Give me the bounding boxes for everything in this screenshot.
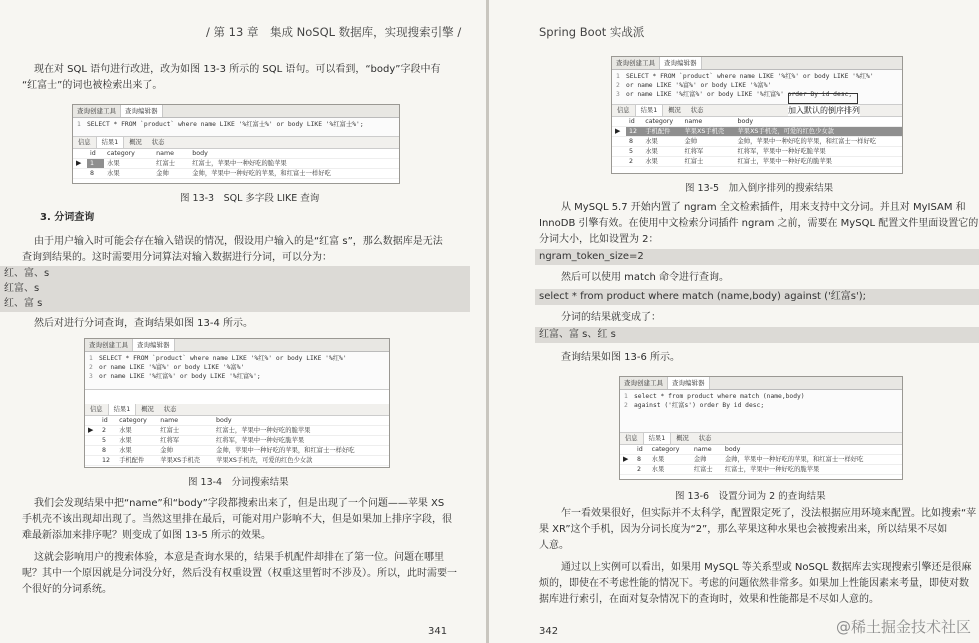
table-row[interactable] <box>612 147 902 157</box>
paragraph-line: 由于用户输入时可能会存在输入错误的情况，假设用户输入的是“红富 s”，那么数据库是无法 <box>34 236 443 247</box>
column-header: name <box>691 445 722 455</box>
table-row[interactable] <box>612 127 902 137</box>
figure-13-4-screenshot <box>84 338 390 468</box>
tab-query-editor[interactable]: 查询编辑器 <box>668 377 710 389</box>
figure-13-5-screenshot <box>611 56 903 174</box>
table-header-row <box>620 445 902 455</box>
sql-line: or name LIKE '%富%' or body LIKE '%富%' <box>99 364 245 371</box>
column-header: body <box>213 416 389 426</box>
table-cell[interactable]: 红富士，苹果中一种好吃的脆苹果 <box>722 465 902 475</box>
left-page <box>0 0 486 643</box>
table-cell[interactable]: 水果 <box>642 137 681 147</box>
sql-editor[interactable]: 1 select * from product where match (name,body) 2 against ('红富s') order By id desc; <box>620 390 902 433</box>
code-line: 红富、s <box>4 283 40 294</box>
row-pointer-icon: ▶ <box>73 159 87 169</box>
table-row[interactable] <box>73 159 399 169</box>
column-header: category <box>116 416 157 426</box>
row-pointer-icon: ▶ <box>620 455 634 465</box>
table-row[interactable] <box>85 446 389 456</box>
table-cell[interactable]: 2 <box>634 465 649 475</box>
table-header-row <box>73 149 399 159</box>
table-cell[interactable]: 12 <box>626 127 642 137</box>
result-tab-profile[interactable]: 概况 <box>668 107 681 114</box>
result-table <box>620 445 902 475</box>
code-line: 红、富 s <box>4 298 43 309</box>
paragraph-line: 难最新添加来排序呢？则变成了如图 13-5 所示的效果。 <box>22 530 272 541</box>
table-cell[interactable]: 水果 <box>649 455 691 465</box>
page-number: 341 <box>428 626 448 637</box>
table-cell[interactable]: 8 <box>626 137 642 147</box>
result-tab-info[interactable]: 信息 <box>90 406 103 413</box>
table-cell[interactable]: 2 <box>626 157 642 167</box>
paragraph-line: 乍一看效果很好，但实际并不太科学，配置限定死了，没法根据应用环境来配置。比如搜索“苹 <box>561 508 977 519</box>
table-cell[interactable]: 金帅，苹果中一种好吃的苹果，和红富士一样好吃 <box>722 455 902 465</box>
table-cell[interactable]: 红富士 <box>153 159 189 169</box>
table-cell[interactable]: 水果 <box>116 446 157 456</box>
table-cell[interactable]: 金帅 <box>153 169 189 179</box>
table-cell[interactable]: 金帅，苹果中一种好吃的苹果，和红富士一样好吃 <box>189 169 399 179</box>
table-cell[interactable]: 水果 <box>642 157 681 167</box>
figure-13-3-screenshot <box>72 104 400 184</box>
column-header: body <box>189 149 399 159</box>
sql-line: SELECT * FROM `product` where name LIKE '%红%' or body LIKE '%红%' <box>626 73 874 80</box>
highlight-box <box>788 93 858 104</box>
table-cell[interactable]: 1 <box>87 159 104 169</box>
column-header: id <box>87 149 104 159</box>
section-title: 3. 分词查询 <box>40 212 95 223</box>
page-number: 342 <box>539 626 559 637</box>
table-cell[interactable]: 12 <box>99 456 116 466</box>
table-cell[interactable]: 红将军 <box>681 147 734 157</box>
sql-editor[interactable]: 1 SELECT * FROM `product` where name LIKE '%红%' or body LIKE '%红%' 2 or name LIKE '%富%' or body LIKE '%富%' 3 or name LIKE '%红富%' or body LIKE '%红富%'; <box>85 352 389 390</box>
book-header: Spring Boot 实战派 <box>539 25 645 39</box>
table-row[interactable] <box>73 169 399 179</box>
table-cell[interactable]: 红富士 <box>691 465 722 475</box>
column-header: id <box>626 117 642 127</box>
table-cell[interactable]: 水果 <box>116 436 157 446</box>
sql-line: SELECT * FROM `product` where name LIKE '%红%' or body LIKE '%红%' <box>99 355 347 362</box>
sql-line: or name LIKE '%红富%' or body LIKE '%红富%'; <box>99 373 261 380</box>
paragraph-line: 分词大小，比如设置为 2： <box>539 234 659 245</box>
right-page <box>489 0 979 643</box>
table-cell[interactable]: 手机配件 <box>642 127 681 137</box>
table-cell[interactable]: 红将军，苹果中一种好吃脆苹果 <box>735 147 903 157</box>
paragraph-line: 据库进行索引，在面对复杂情况下的查询时，效果和性能都是不尽如人意的。 <box>539 594 879 605</box>
result-tab-status[interactable]: 状态 <box>690 107 704 114</box>
table-cell[interactable]: 红富士，苹果中一种好吃的脆苹果 <box>213 426 389 436</box>
table-row[interactable] <box>612 137 902 147</box>
table-cell[interactable]: 红将军 <box>157 436 213 446</box>
column-header: body <box>722 445 902 455</box>
paragraph-line: 这就会影响用户的搜索体验，本意是查询水果的，结果手机配件却排在了第一位。问题在哪里 <box>34 552 444 563</box>
column-header: body <box>735 117 903 127</box>
table-cell[interactable]: 8 <box>87 169 104 179</box>
column-header: name <box>157 416 213 426</box>
table-row[interactable] <box>85 456 389 466</box>
sql-line: against ('红富s') order By id desc; <box>634 402 765 409</box>
table-cell[interactable]: 5 <box>99 436 116 446</box>
paragraph-line: 然后对进行分词查询，查询结果如图 13-4 所示。 <box>34 318 254 329</box>
table-cell[interactable]: 手机配件 <box>116 456 157 466</box>
paragraph-line: 分词的结果就变成了： <box>561 312 661 323</box>
sql-line: or name LIKE '%富%' or body LIKE '%富%' <box>626 82 772 89</box>
column-header: category <box>104 149 153 159</box>
table-cell[interactable]: 金帅，苹果中一种好吃的苹果，和红富士一样好吃 <box>213 446 389 456</box>
paragraph-line: 人意。 <box>539 540 569 551</box>
paragraph-line: 查询到结果的。这时需要用分词算法对输入数据进行分词，可以分为： <box>22 252 332 263</box>
code-block <box>0 266 470 312</box>
figure-caption: 图 13-6 设置分词为 2 的查询结果 <box>675 491 826 502</box>
table-cell[interactable]: 水果 <box>116 426 157 436</box>
sql-line: SELECT * FROM `product` where name LIKE '%红富士%' or body LIKE '%红富士%'; <box>87 121 364 128</box>
table-cell[interactable]: 水果 <box>104 169 153 179</box>
table-cell[interactable]: 红富士，苹果中一种好吃的脆苹果 <box>735 157 903 167</box>
sql-line: or name LIKE '%红富%' or body LIKE '%红富%' order By id desc; <box>626 91 853 98</box>
paragraph-line: 查询结果如图 13-6 所示。 <box>561 352 681 363</box>
table-row[interactable] <box>612 157 902 167</box>
result-table <box>73 149 399 179</box>
table-cell[interactable]: 红将军，苹果中一种好吃脆苹果 <box>213 436 389 446</box>
row-pointer-icon: ▶ <box>612 127 626 137</box>
paragraph-line: 呢？其中一个原因就是分词没分好，然后没有权重设置（权重这里暂时不涉及）。所以，此时需要一 <box>22 568 457 579</box>
sql-editor[interactable]: 1 SELECT * FROM `product` where name LIKE '%红富士%' or body LIKE '%红富士%'; <box>73 118 399 137</box>
paragraph-line: 通过以上实例可以看出，如果用 MySQL 等关系型或 NoSQL 数据库去实现搜索引擎还是很麻 <box>561 562 972 573</box>
figure-caption: 图 13-4 分词搜索结果 <box>188 477 289 488</box>
annotation-label: 加入默认的倒序排列 <box>788 106 860 115</box>
column-header: category <box>642 117 681 127</box>
chapter-header: / 第 13 章 集成 NoSQL 数据库，实现搜索引擎 / <box>206 25 462 39</box>
figure-caption: 图 13-3 SQL 多字段 LIKE 查询 <box>180 193 320 204</box>
column-header: category <box>649 445 691 455</box>
figure-13-6-screenshot <box>619 376 903 480</box>
table-header-row <box>612 117 902 127</box>
column-header: id <box>634 445 649 455</box>
tab-query-builder[interactable]: 查询创建工具 <box>620 377 668 389</box>
result-tab-status[interactable]: 状态 <box>151 139 165 146</box>
table-cell[interactable]: 苹果XS手机壳，可爱的红色少女款 <box>213 456 389 466</box>
table-cell[interactable]: 金帅 <box>157 446 213 456</box>
table-cell[interactable]: 苹果XS手机壳 <box>681 127 734 137</box>
table-cell[interactable]: 水果 <box>642 147 681 157</box>
table-row[interactable] <box>620 455 902 465</box>
result-tab-status[interactable]: 状态 <box>698 435 712 442</box>
paragraph-line: 果 XR”这个手机，因为分词长度为“2”，那么苹果这种水果也会被搜索出来，所以结果不尽如 <box>539 524 948 535</box>
row-pointer-icon: ▶ <box>85 426 99 436</box>
paragraph-line: 现在对 SQL 语句进行改进，改为如图 13-3 所示的 SQL 语句。可以看到，“body”字段中有 <box>34 64 441 75</box>
table-cell[interactable]: 5 <box>626 147 642 157</box>
tab-query-builder[interactable]: 查询创建工具 <box>85 339 133 351</box>
tab-query-editor[interactable]: 查询编辑器 <box>133 339 175 351</box>
paragraph-line: InnoDB 引擎有效。在使用中文检索分词插件 ngram 之前，需要在 MySQL 配置文件里面设置它的 <box>539 218 979 229</box>
tab-query-editor[interactable]: 查询编辑器 <box>121 105 163 117</box>
result-tab-info[interactable]: 信息 <box>617 107 630 114</box>
code-block: ngram_token_size=2 <box>535 249 979 265</box>
result-table <box>85 416 389 466</box>
paragraph-line: 烦的，即使在不考虑性能的情况下。考虑的问题依然非常多。如果加上性能因素来考量，即使对数 <box>539 578 969 589</box>
table-cell[interactable]: 8 <box>634 455 649 465</box>
table-cell[interactable]: 苹果XS手机壳 <box>157 456 213 466</box>
table-cell[interactable]: 红富士 <box>681 157 734 167</box>
result-tab-result1[interactable]: 结果1 <box>108 404 137 415</box>
column-header: name <box>681 117 734 127</box>
table-cell[interactable]: 水果 <box>104 159 153 169</box>
paragraph-line: “红富士”的词也被检索出来了。 <box>22 80 163 91</box>
tab-query-editor[interactable]: 查询编辑器 <box>660 57 702 69</box>
sql-editor[interactable]: 1 SELECT * FROM `product` where name LIKE '%红%' or body LIKE '%红%' 2 or name LIKE '%富%' or body LIKE '%富%' 3 or name LIKE '%红富%' or body LIKE '%红富%' order By id desc; <box>612 70 902 105</box>
paragraph-line: 个很好的分词系统。 <box>22 584 112 595</box>
paragraph-line: 从 MySQL 5.7 开始内置了 ngram 全文检索插件，用来支持中文分词。并且对 MyISAM 和 <box>561 202 966 213</box>
table-cell[interactable]: 红富士 <box>157 426 213 436</box>
result-tab-result1[interactable]: 结果1 <box>635 105 664 116</box>
table-cell[interactable]: 金帅 <box>691 455 722 465</box>
table-cell[interactable]: 水果 <box>649 465 691 475</box>
result-tab-info[interactable]: 信息 <box>78 139 91 146</box>
table-row[interactable] <box>85 426 389 436</box>
table-row[interactable] <box>85 436 389 446</box>
table-row[interactable] <box>620 465 902 475</box>
sql-line: select * from product where match (name,body) <box>634 393 805 400</box>
table-cell[interactable]: 金帅 <box>681 137 734 147</box>
tab-query-builder[interactable]: 查询创建工具 <box>73 105 121 117</box>
code-block: 红富、富 s、红 s <box>535 327 979 343</box>
code-line: 红、富、s <box>4 268 50 279</box>
result-table <box>612 117 902 167</box>
paragraph-line: 我们会发现结果中把“name”和“body”字段都搜索出来了，但是出现了一个问题——苹果 XS <box>34 498 445 509</box>
paragraph-line: 手机壳不该出现却出现了。当然这里排在最后，可能对用户影响不大，但是如果加上排序字段，很 <box>22 514 452 525</box>
watermark: @稀土掘金技术社区 <box>835 618 971 636</box>
tab-query-builder[interactable]: 查询创建工具 <box>612 57 660 69</box>
result-tab-result1[interactable]: 结果1 <box>96 137 125 148</box>
table-header-row <box>85 416 389 426</box>
result-tab-result1[interactable]: 结果1 <box>643 433 672 444</box>
result-tab-status[interactable]: 状态 <box>163 406 177 413</box>
column-header: name <box>153 149 189 159</box>
table-cell[interactable]: 2 <box>99 426 116 436</box>
figure-caption: 图 13-5 加入倒序排列的搜索结果 <box>685 183 834 194</box>
paragraph-line: 然后可以使用 match 命令进行查询。 <box>561 272 729 283</box>
table-cell[interactable]: 金帅，苹果中一种好吃的苹果，和红富士一样好吃 <box>735 137 903 147</box>
table-cell[interactable]: 苹果XS手机壳，可爱的红色少女款 <box>735 127 903 137</box>
code-block: select * from product where match (name,body) against ('红富s'); <box>535 289 979 305</box>
result-tab-profile[interactable]: 概况 <box>141 406 154 413</box>
result-tab-profile[interactable]: 概况 <box>676 435 689 442</box>
column-header: id <box>99 416 116 426</box>
table-cell[interactable]: 红富士，苹果中一种好吃的脆苹果 <box>189 159 399 169</box>
result-tab-profile[interactable]: 概况 <box>129 139 142 146</box>
table-cell[interactable]: 8 <box>99 446 116 456</box>
result-tab-info[interactable]: 信息 <box>625 435 638 442</box>
